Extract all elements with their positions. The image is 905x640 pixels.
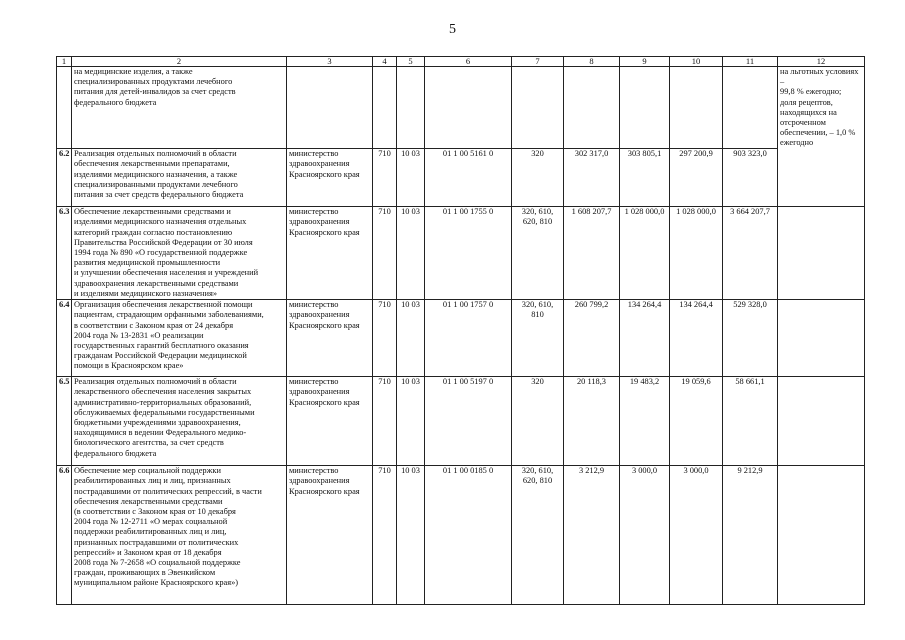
executor-cell: министерство здравоохранения Красноярского края: [287, 149, 373, 207]
note-cell: [778, 207, 865, 300]
executor-cell: министерство здравоохранения Красноярского края: [287, 466, 373, 605]
column-header: 10: [670, 57, 723, 67]
executor-cell: министерство здравоохранения Красноярского края: [287, 207, 373, 300]
grbs-cell: 710: [373, 377, 397, 466]
year3-cell: 297 200,9: [670, 149, 723, 207]
year2-cell: [620, 67, 670, 149]
column-header: 6: [425, 57, 512, 67]
year1-cell: [564, 67, 620, 149]
grbs-cell: [373, 67, 397, 149]
executor-cell: [287, 67, 373, 149]
row-number-cell: 6.3: [57, 207, 72, 300]
year2-cell: 3 000,0: [620, 466, 670, 605]
executor-cell: министерство здравоохранения Красноярского края: [287, 377, 373, 466]
row-number-cell: 6.6: [57, 466, 72, 605]
csr-cell: 01 1 00 1755 0: [425, 207, 512, 300]
rzpr-cell: [397, 67, 425, 149]
grbs-cell: 710: [373, 207, 397, 300]
csr-cell: 01 1 00 1757 0: [425, 300, 512, 377]
year3-cell: [670, 67, 723, 149]
note-cell: [778, 466, 865, 605]
page-number: 5: [449, 22, 456, 37]
table-row: [57, 300, 865, 377]
total-cell: 529 328,0: [723, 300, 778, 377]
table-row: [57, 466, 865, 605]
table-row: [57, 377, 865, 466]
column-header: 8: [564, 57, 620, 67]
description-cell: Организация обеспечения лекарственной помощи пациентам, страдающим орфанными заболеваниями, в соответствии с Законом края от 24 декабря 2004 года № 13-2831 «О реализации государственных гарантий бесплатного оказания гражданам Российской Федерации медицинской помощи в Красноярском крае»: [72, 300, 287, 377]
description-cell: Реализация отдельных полномочий в области обеспечения лекарственными препаратами, изделиями медицинского назначения, а также специализированными продуктами лечебного питания за счет средств федерального бюджета: [72, 149, 287, 207]
total-cell: 3 664 207,7: [723, 207, 778, 300]
column-header: 2: [72, 57, 287, 67]
row-number-cell: 6.2: [57, 149, 72, 207]
rzpr-cell: 10 03: [397, 300, 425, 377]
column-header: 9: [620, 57, 670, 67]
year2-cell: 303 805,1: [620, 149, 670, 207]
year1-cell: 302 317,0: [564, 149, 620, 207]
executor-cell: министерство здравоохранения Красноярского края: [287, 300, 373, 377]
csr-cell: 01 1 00 5161 0: [425, 149, 512, 207]
note-cell: [778, 377, 865, 466]
vr-cell: 320, 610, 810: [512, 300, 564, 377]
grbs-cell: 710: [373, 300, 397, 377]
rzpr-cell: 10 03: [397, 207, 425, 300]
row-number-cell: 6.5: [57, 377, 72, 466]
row-number-cell: [57, 67, 72, 149]
csr-cell: 01 1 00 0185 0: [425, 466, 512, 605]
total-cell: 9 212,9: [723, 466, 778, 605]
year3-cell: 1 028 000,0: [670, 207, 723, 300]
column-header: 3: [287, 57, 373, 67]
column-header: 11: [723, 57, 778, 67]
rzpr-cell: 10 03: [397, 377, 425, 466]
note-cell: [778, 300, 865, 377]
grbs-cell: 710: [373, 149, 397, 207]
program-table: [56, 56, 865, 605]
note-cell: [778, 149, 865, 207]
year3-cell: 134 264,4: [670, 300, 723, 377]
column-header: 1: [57, 57, 72, 67]
description-cell: на медицинские изделия, а также специализированных продуктами лечебного питания для детей-инвалидов за счет средств федерального бюджета: [72, 67, 287, 149]
total-cell: 903 323,0: [723, 149, 778, 207]
vr-cell: [512, 67, 564, 149]
vr-cell: 320, 610, 620, 810: [512, 207, 564, 300]
rzpr-cell: 10 03: [397, 149, 425, 207]
year2-cell: 19 483,2: [620, 377, 670, 466]
year1-cell: 20 118,3: [564, 377, 620, 466]
year1-cell: 260 799,2: [564, 300, 620, 377]
rzpr-cell: 10 03: [397, 466, 425, 605]
total-cell: [723, 67, 778, 149]
note-cell: на льготных условиях – 99,8 % ежегодно; доля рецептов, находящихся на отсроченном обеспечении, – 1,0 % ежегодно: [778, 67, 865, 149]
description-cell: Обеспечение мер социальной поддержки реабилитированных лиц и лиц, признанных пострадавшими от политических репрессий, в части обеспечения лекарственными средствами (в соответствии с Законом края от 10 декабря 2004 года № 12-2711 «О мерах социальной поддержки реабилитированных лиц и лиц, признанных пострадавшими от политических репрессий» и Законом края от 18 декабря 2008 года № 7-2658 «О социальной поддержке граждан, проживающих в Эвенкийском муниципальном районе Красноярского края»): [72, 466, 287, 605]
column-number-row: [57, 57, 865, 67]
year3-cell: 3 000,0: [670, 466, 723, 605]
column-header: 4: [373, 57, 397, 67]
vr-cell: 320: [512, 377, 564, 466]
column-header: 5: [397, 57, 425, 67]
description-cell: Обеспечение лекарственными средствами и изделиями медицинского назначения отдельных категорий граждан согласно постановлению Правительства Российской Федерации от 30 июля 1994 года № 890 «О государственной поддержке развития медицинской промышленности и улучшении обеспечения населения и учреждений здравоохранения лекарственными средствами и изделиями медицинского назначения»: [72, 207, 287, 300]
vr-cell: 320: [512, 149, 564, 207]
year2-cell: 134 264,4: [620, 300, 670, 377]
grbs-cell: 710: [373, 466, 397, 605]
year3-cell: 19 059,6: [670, 377, 723, 466]
vr-cell: 320, 610, 620, 810: [512, 466, 564, 605]
year1-cell: 1 608 207,7: [564, 207, 620, 300]
row-number-cell: 6.4: [57, 300, 72, 377]
year2-cell: 1 028 000,0: [620, 207, 670, 300]
csr-cell: 01 1 00 5197 0: [425, 377, 512, 466]
csr-cell: [425, 67, 512, 149]
column-header: 12: [778, 57, 865, 67]
column-header: 7: [512, 57, 564, 67]
description-cell: Реализация отдельных полномочий в области лекарственного обеспечения населения закрытых административно-территориальных образований, обслуживаемых федеральными государственными бюджетными учреждениями здравоохранения, находящимися в ведении Федерального медико- биологического агентства, за счет средств федерального бюджета: [72, 377, 287, 466]
table-row: [57, 207, 865, 300]
table-row: [57, 149, 865, 207]
total-cell: 58 661,1: [723, 377, 778, 466]
year1-cell: 3 212,9: [564, 466, 620, 605]
table-row: [57, 67, 865, 149]
